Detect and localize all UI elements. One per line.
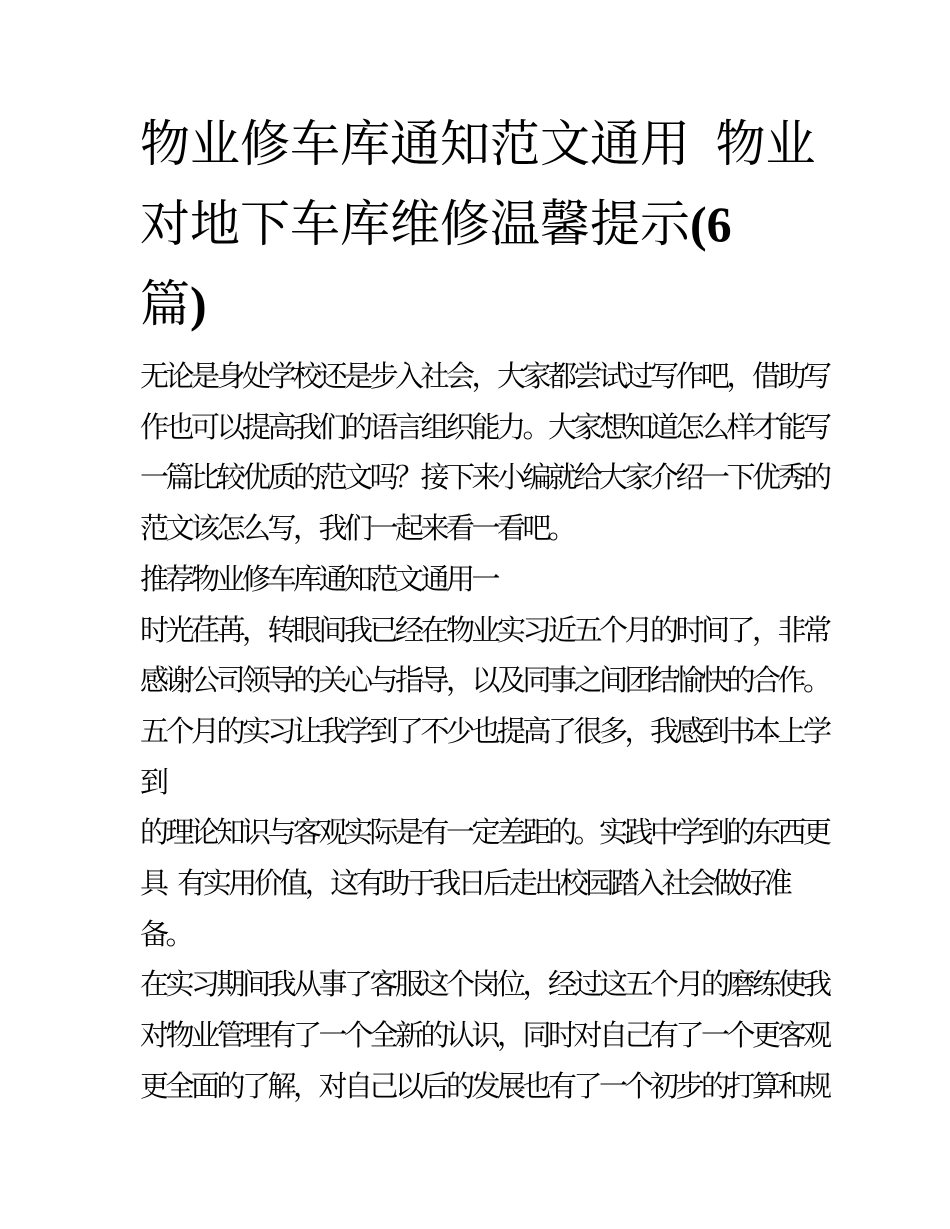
- body-line: 无论是身处学校还是步入社会，大家都尝试过写作吧，借助写: [140, 361, 829, 393]
- title-line-2-text: 对地下车库维修温馨提示: [140, 196, 690, 252]
- body-line: 一篇比较优质的范文吗？接下来小编就给大家介绍一下优秀的: [140, 462, 829, 495]
- body-line: 感谢公司领导的关心与指导，以及同事之间团结愉快的合作。: [140, 665, 829, 698]
- body-line: 更全面的了解，对自己以后的发展也有了一个初步的打算和规: [140, 1070, 829, 1103]
- title-line-3: [140, 264, 880, 344]
- body-line: 作也可以提高我们的语言组织能力。大家想知道怎么样才能写: [140, 411, 829, 444]
- document-title: [140, 104, 880, 344]
- body-line: 备。: [140, 918, 192, 951]
- title-line-1: [140, 104, 880, 184]
- body-line: 在实习期间我从事了客服这个岗位，经过这五个月的磨练使我: [140, 969, 829, 1002]
- body-line: 推荐物业修车库通知范文通用一: [140, 563, 498, 596]
- body-line: 时光荏苒，转眼间我已经在物业实习近五个月的时间了，非常: [140, 614, 829, 647]
- body-line: 的理论知识与客观实际是有一定差距的。实践中学到的东西更: [140, 817, 829, 850]
- body-line: 范文该怎么写，我们一起来看一看吧。: [140, 513, 574, 546]
- body-line: 对物业管理有了一个全新的认识，同时对自己有了一个更客观: [140, 1020, 829, 1053]
- body-line: 到: [140, 766, 166, 799]
- document-body: [140, 352, 880, 1113]
- title-line-3-text: 篇: [140, 276, 190, 332]
- body-line: 五个月的实习让我学到了不少也提高了很多，我感到书本上学: [140, 715, 829, 748]
- title-line-2-latin: (6: [690, 196, 732, 252]
- title-line-3-latin: ): [190, 276, 207, 332]
- title-line-1-text: 物业修车库通知范文通用 物业: [140, 116, 816, 172]
- body-line: 具 有实用价值，这有助于我日后走出校园踏入社会做好准: [140, 868, 790, 901]
- title-line-2: [140, 184, 880, 264]
